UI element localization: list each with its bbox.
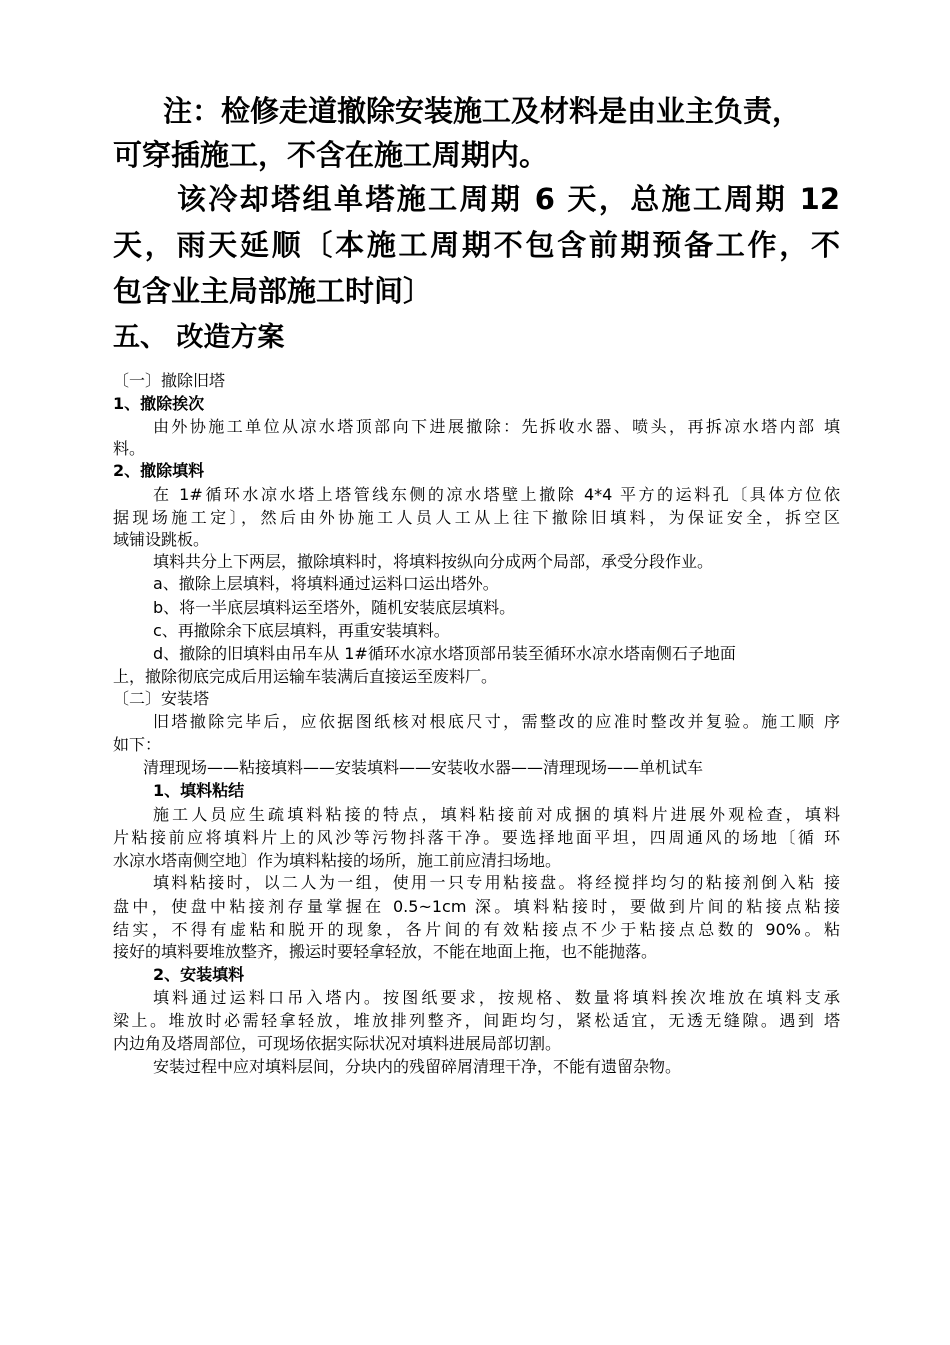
paragraph-line: 填料共分上下两层，撤除填料时，将填料按纵向分成两个局部，承受分段作业。 [153,552,714,571]
paragraph-line: 接好的填料要堆放整齐，搬运时要轻拿轻放，不能在地面上拖，也不能抛落。 [113,942,658,961]
paragraph-line: 结实，不得有虚粘和脱开的现象，各片间的有效粘接点不少于粘接点总数的 90%。粘 [113,920,840,939]
part2-subtitle-2: 2、安装填料 [153,965,245,984]
part2-subtitle-1: 1、填料粘结 [153,781,245,800]
paragraph-line: 在 1#循环水凉水塔上塔管线东侧的凉水塔壁上撤除 4*4 平方的运料孔〔具体方位依 [153,485,840,504]
paragraph-line: 安装过程中应对填料层间，分块内的残留碎屑清理干净，不能有遗留杂物。 [153,1057,682,1076]
period-line-2: 天，雨天延顺〔本施工周期不包含前期预备工作，不 [113,228,840,262]
part1-title: 〔一〕撤除旧塔 [113,371,226,390]
paragraph-line: 料。 [113,439,146,458]
paragraph-line: 如下： [113,735,162,754]
list-item-c: c、再撤除余下底层填料，再重安装填料。 [153,621,450,640]
paragraph-line: 旧塔撤除完毕后，应依据图纸核对根底尺寸，需整改的应准时整改并复验。施工顺 序 [153,712,840,731]
part2-title: 〔二〕安装塔 [113,689,210,708]
paragraph-line: 水凉水塔南侧空地〕作为填料粘接的场所，施工前应清扫场地。 [113,851,562,870]
paragraph-line: 施工人员应生疏填料粘接的特点，填料粘接前对成捆的填料片进展外观检查，填料 [153,805,840,824]
list-item-b: b、将一半底层填料运至塔外，随机安装底层填料。 [153,598,516,617]
paragraph-line: 填料粘接时，以二人为一组，使用一只专用粘接盘。将经搅拌均匀的粘接剂倒入粘 接 [153,873,840,892]
paragraph-line: 域铺设跳板。 [113,530,210,549]
paragraph-line: 盘中，使盘中粘接剂存量掌握在 0.5~1cm 深。填料粘接时，要做到片间的粘接点粘接 [113,897,840,916]
list-item-d-cont: 上，撤除彻底完成后用运输车装满后直接运至废料厂。 [113,667,498,686]
section-heading: 五、 改造方案 [113,322,285,353]
period-line-3: 包含业主局部施工时间〕 [113,274,433,308]
paragraph-line: 内边角及塔周部位，可现场依据实际状况对填料进展局部切割。 [113,1034,562,1053]
paragraph-line: 片粘接前应将填料片上的风沙等污物抖落干净。要选择地面平坦，四周通风的场地〔循 环 [113,828,840,847]
note-line-1: 注：检修走道撤除安装施工及材料是由业主负责， [163,94,802,128]
note-line-2: 可穿插施工，不含在施工周期内。 [113,138,549,172]
process-flow: 清理现场——粘接填料——安装填料——安装收水器——清理现场——单机试车 [143,758,704,777]
list-item-a: a、撤除上层填料，将填料通过运料口运出塔外。 [153,574,499,593]
part1-subtitle-1: 1、撤除挨次 [113,394,205,413]
paragraph-line: 由外协施工单位从凉水塔顶部向下进展撤除：先拆收水器、喷头，再拆凉水塔内部 填 [153,417,840,436]
paragraph-line: 据现场施工定〕，然后由外协施工人员人工从上往下撤除旧填料，为保证安全，拆空区 [113,508,840,527]
part1-subtitle-2: 2、撤除填料 [113,461,205,480]
list-item-d: d、撤除的旧填料由吊车从 1#循环水凉水塔顶部吊装至循环水凉水塔南侧石子地面 [153,644,736,663]
period-line-1: 该冷却塔组单塔施工周期 6 天，总施工周期 12 [177,182,840,216]
paragraph-line: 梁上。堆放时必需轻拿轻放，堆放排列整齐，间距均匀，紧松适宜，无透无缝隙。遇到 塔 [113,1011,840,1030]
paragraph-line: 填料通过运料口吊入塔内。按图纸要求，按规格、数量将填料挨次堆放在填料支承 [153,988,840,1007]
